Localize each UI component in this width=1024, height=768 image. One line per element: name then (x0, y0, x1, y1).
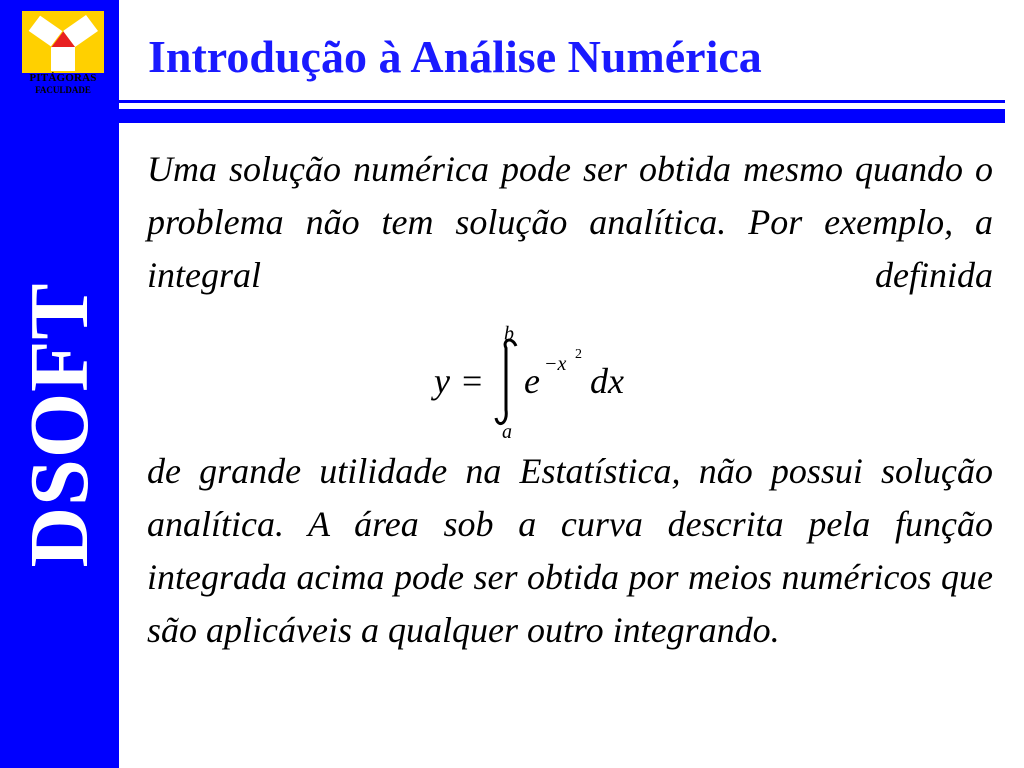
slide-title: Introdução à Análise Numérica (148, 31, 762, 82)
formula-lower-limit: a (502, 421, 512, 443)
paragraph-intro: Uma solução numérica pode ser obtida mesmo quando o problema não tem solução analítica. Por exemplo, a integral definida (147, 149, 993, 295)
integral-formula (420, 318, 680, 448)
formula-exponent-power: 2 (575, 347, 582, 362)
title-divider-thin (119, 100, 1005, 103)
formula-lhs: y (434, 361, 450, 401)
title-divider-thick (119, 109, 1005, 123)
paragraph-explanation: de grande utilidade na Estatística, não possui solução analítica. A área sob a curva descrita pela função integrada acima pode ser obtida por meios numéricos que são aplicáveis a qualquer outro integrando. (147, 451, 993, 650)
formula-base: e (524, 361, 540, 401)
formula-exponent: −x (544, 353, 567, 375)
logo-text-pitagoras: PITÁGORAS (29, 72, 97, 84)
formula-upper-limit: b (504, 323, 514, 345)
logo-text-faculdade: FACULDADE (35, 85, 91, 95)
sidebar-vertical-title: DSOFT (13, 282, 106, 568)
integral-sign-icon (496, 340, 516, 423)
faculdade-logo (22, 11, 104, 99)
sidebar (0, 0, 119, 768)
pitagoras-logo-icon (22, 11, 104, 73)
formula-differential: dx (590, 361, 624, 401)
formula-equals: = (462, 361, 483, 401)
